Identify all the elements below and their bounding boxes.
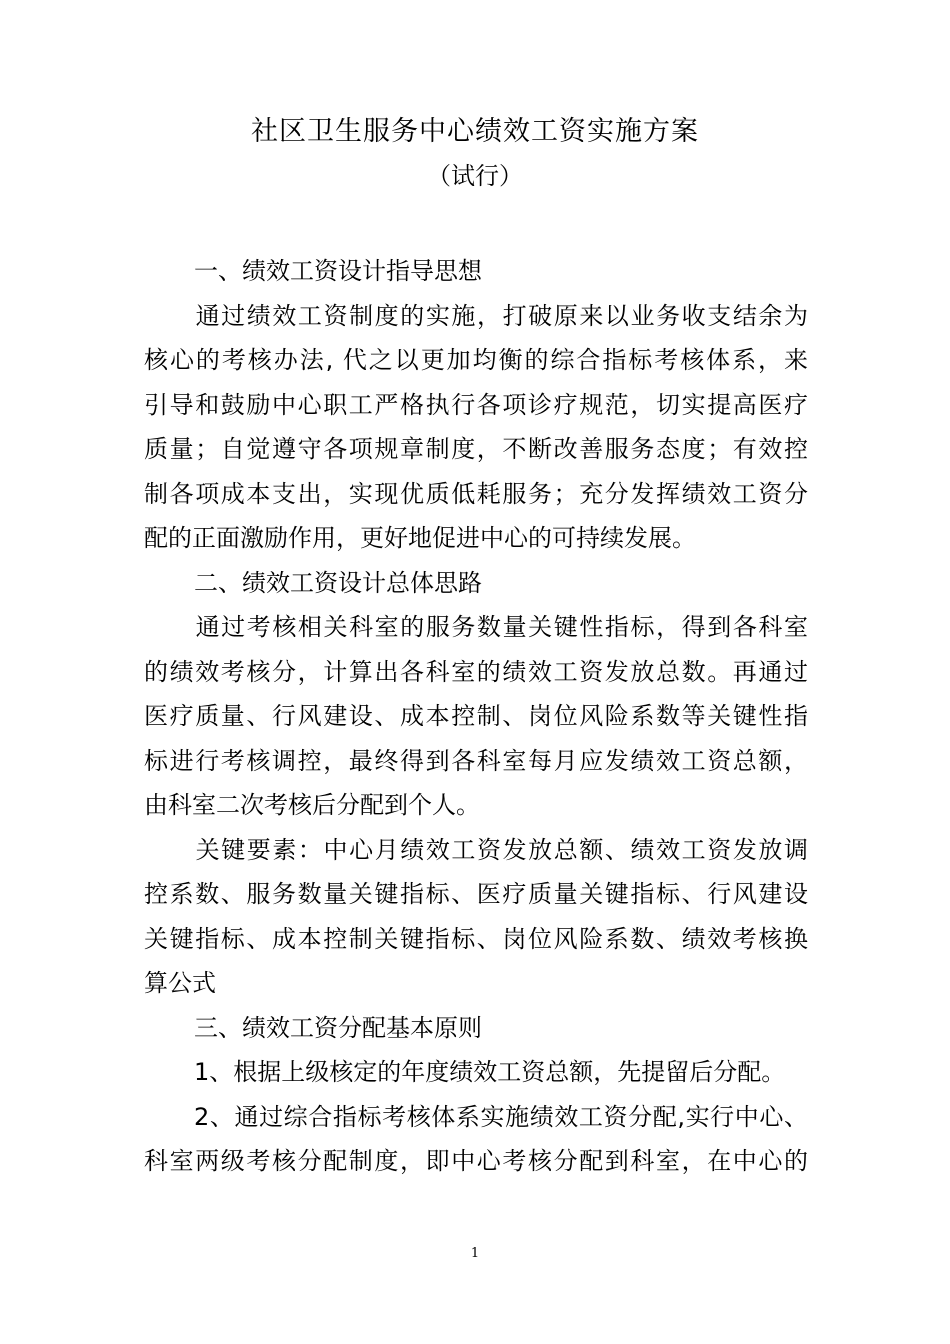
paragraph-line: 关键要素：中心月绩效工资发放总额、绩效工资发放调 [194, 835, 808, 864]
paragraph [144, 294, 808, 561]
paragraph-line: 的绩效考核分，计算出各科室的绩效工资发放总数。再通过 [144, 657, 808, 686]
paragraph-line: 2、通过综合指标考核体系实施绩效工资分配,实行中心、 [194, 1102, 808, 1131]
paragraph-line: 医疗质量、行风建设、成本控制、岗位风险系数等关键性指 [144, 702, 808, 730]
paragraph-line: 算公式 [144, 969, 216, 997]
section-heading: 三、绩效工资分配基本原则 [194, 1013, 482, 1042]
paragraph-line: 控系数、服务数量关键指标、医疗质量关键指标、行风建设 [144, 880, 808, 908]
document-title: 社区卫生服务中心绩效工资实施方案 [251, 116, 699, 147]
section-heading: 二、绩效工资设计总体思路 [194, 568, 482, 597]
paragraph [144, 828, 808, 1006]
paragraph-line: 标进行考核调控，最终得到各科室每月应发绩效工资总额， [144, 746, 808, 775]
document-body [144, 249, 808, 1184]
paragraph-line: 通过绩效工资制度的实施，打破原来以业务收支结余为 [194, 301, 808, 330]
paragraph-line: 核心的考核办法, 代之以更加均衡的综合指标考核体系，来 [144, 346, 808, 374]
paragraph-line: 科室两级考核分配制度，即中心考核分配到科室，在中心的 [144, 1147, 808, 1175]
paragraph-line: 通过考核相关科室的服务数量关键性指标，得到各科室 [194, 613, 808, 641]
paragraph-line: 制各项成本支出，实现优质低耗服务；充分发挥绩效工资分 [144, 479, 808, 508]
paragraph-line: 配的正面激励作用，更好地促进中心的可持续发展。 [144, 524, 696, 552]
section-heading: 一、绩效工资设计指导思想 [194, 257, 482, 285]
paragraph-line: 1、根据上级核定的年度绩效工资总额，先提留后分配。 [194, 1058, 786, 1086]
paragraph-line: 关键指标、成本控制关键指标、岗位风险系数、绩效考核换 [144, 924, 808, 953]
document-subtitle: （试行） [427, 162, 523, 190]
paragraph [144, 605, 808, 828]
paragraph-line: 引导和鼓励中心职工严格执行各项诊疗规范，切实提高医疗 [144, 390, 808, 419]
page-number: 1 [470, 1246, 480, 1261]
paragraph [144, 1050, 808, 1095]
paragraph-line: 质量；自觉遵守各项规章制度，不断改善服务态度；有效控 [144, 435, 808, 463]
paragraph [144, 1095, 808, 1184]
paragraph-line: 由科室二次考核后分配到个人。 [144, 791, 480, 819]
